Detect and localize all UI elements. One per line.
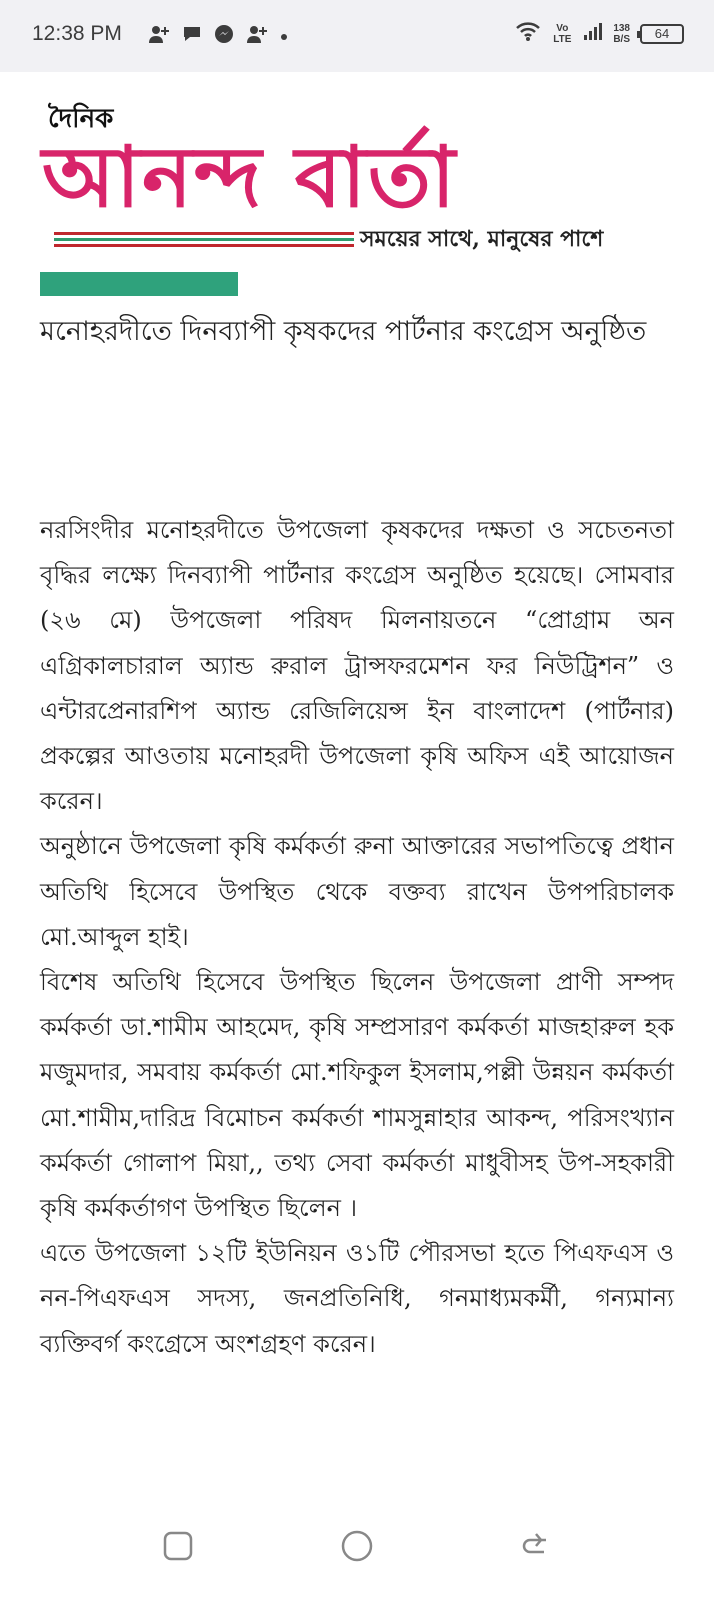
home-button[interactable] bbox=[337, 1526, 377, 1566]
notification-icons bbox=[148, 24, 288, 48]
add-user-icon bbox=[246, 24, 268, 48]
chat-icon bbox=[182, 25, 202, 47]
data-rate-value: 138 bbox=[613, 22, 630, 34]
home-icon bbox=[340, 1529, 374, 1563]
data-rate-unit: B/S bbox=[613, 33, 630, 45]
recents-button[interactable] bbox=[158, 1526, 198, 1566]
category-badge[interactable] bbox=[40, 272, 238, 296]
data-rate bbox=[613, 23, 630, 45]
messenger-icon bbox=[214, 24, 234, 48]
signal-icon bbox=[583, 21, 603, 46]
status-right bbox=[515, 20, 684, 47]
masthead-stripes bbox=[54, 232, 354, 250]
wifi-icon bbox=[515, 20, 541, 47]
status-time: 12:38 PM bbox=[32, 22, 122, 45]
article-paragraph: বিশেষ অতিথি হিসেবে উপস্থিত ছিলেন উপজেলা প্রাণী সম্পদ কর্মকর্তা ডা.শামীম আহমেদ, কৃষি সম্প্রসারণ কর্মকর্তা মাজহারুল হক মজুমদার, সমবায় কর্মকর্তা মো.শফিকুল ইসলাম,পল্লী উন্নয়ন কর্মকর্তা মো.শামীম,দারিদ্র বিমোচন কর্মকর্তা শামসুন্নাহার আকন্দ, পরিসংখ্যান কর্মকর্তা গোলাপ মিয়া,, তথ্য সেবা কর্মকর্তা মাধুবীসহ উপ-সহকারী কৃষি কর্মকর্তাগণ উপস্থিত ছিলেন । bbox=[40, 968, 674, 1223]
status-bar bbox=[0, 0, 714, 72]
article-paragraph: অনুষ্ঠানে উপজেলা কৃষি কর্মকর্তা রুনা আক্তারের সভাপতিত্বে প্রধান অতিথি হিসেবে উপস্থিত থেকে বক্তব্য রাখেন উপপরিচালক মো.আব্দুল হাই। bbox=[40, 832, 674, 951]
brand-daily: দৈনিক bbox=[48, 104, 114, 134]
back-button[interactable] bbox=[516, 1526, 556, 1566]
dot-icon bbox=[280, 27, 288, 45]
network-label: Vo LTE bbox=[553, 22, 572, 45]
article-paragraph: এতে উপজেলা ১২টি ইউনিয়ন ও১টি পৌরসভা হতে পিএফএস ও নন-পিএফএস সদস্য, জনপ্রতিনিধি, গনমাধ্যমকর্মী, গন্যমান্য ব্যক্তিবর্গ কংগ্রেসে অংশগ্রহণ করেন। bbox=[40, 1239, 674, 1358]
masthead bbox=[0, 72, 714, 272]
navigation-bar bbox=[0, 1496, 714, 1599]
add-user-icon bbox=[148, 24, 170, 48]
recents-icon bbox=[162, 1530, 194, 1562]
battery-icon: 64 bbox=[640, 24, 684, 44]
article-paragraph: নরসিংদীর মনোহরদীতে উপজেলা কৃষকদের দক্ষতা ও সচেতনতা বৃদ্ধির লক্ষ্যে দিনব্যাপী পার্টনার কংগ্রেস অনুষ্ঠিত হয়েছে। সোমবার (২৬ মে) উপজেলা পরিষদ মিলনায়তনে “প্রোগ্রাম অন এগ্রিকালচারাল অ্যান্ড রুরাল ট্রান্সফরমেশন ফর নিউট্রিশন” ও এন্টারপ্রেনারশিপ অ্যান্ড রেজিলিয়েন্স ইন বাংলাদেশ (পার্টনার) প্রকল্পের আওতায় মনোহরদী উপজেলা কৃষি অফিস এই আয়োজন করেন। bbox=[40, 516, 674, 816]
back-icon bbox=[520, 1530, 552, 1562]
masthead-tagline: সময়ের সাথে, মানুষের পাশে bbox=[360, 226, 604, 252]
article-headline: মনোহরদীতে দিনব্যাপী কৃষকদের পার্টনার কংগ্রেস অনুষ্ঠিত bbox=[40, 316, 647, 347]
brand-logo: আনন্দ বার্তা bbox=[42, 127, 458, 226]
article-body bbox=[40, 508, 674, 1367]
